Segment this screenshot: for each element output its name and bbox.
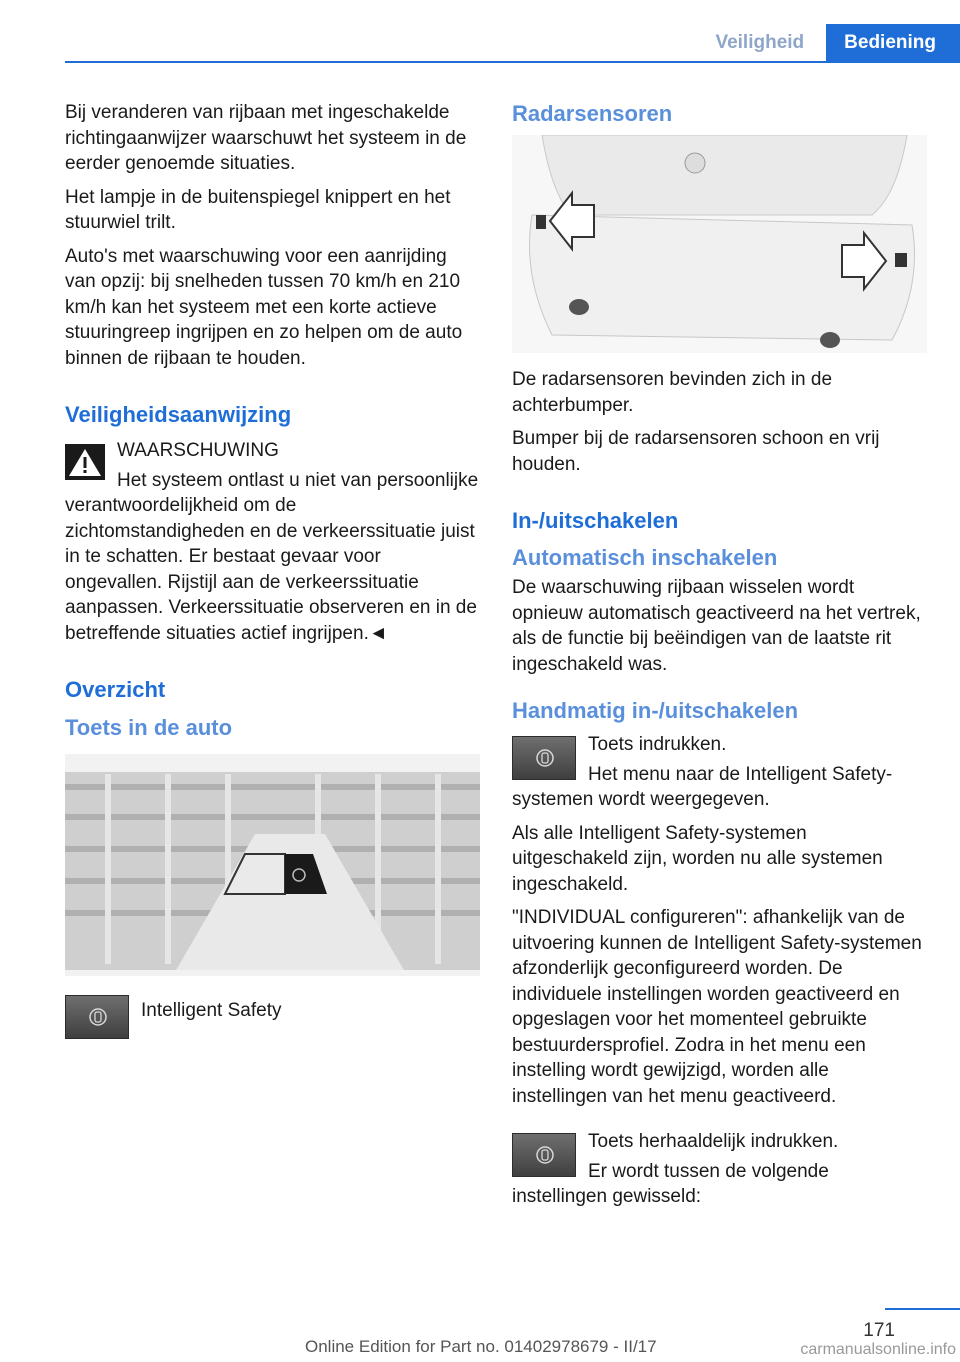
rear-bumper-figure [512,135,927,353]
header-rule [65,61,960,63]
onoff-heading: In-/uitschakelen [512,508,679,533]
safety-symbol-icon [88,1007,108,1027]
radar-heading: Radarsensoren [512,101,673,126]
paragraph-side-collision: Auto's met waarschuwing voor een aanrijding van opzij: bij snelheden tussen 70 km/h en 210 km/h kan het systeem met een korte actieve stuuringreep ingrijpen en zo helpen om de auto binnen de rijbaan te houden. [65,245,463,369]
overview-heading: Overzicht [65,677,166,702]
intelligent-safety-button-icon-3[interactable] [512,1133,576,1177]
dashboard-button-figure [65,754,480,976]
intelligent-safety-button-icon[interactable] [65,995,129,1039]
intelligent-safety-label: Intelligent Safety [141,1000,282,1021]
safety-heading: Veiligheidsaanwijzing [65,402,292,427]
watermark: carmanualsonline.info [800,1341,956,1358]
auto-text: De waarschuwing rijbaan wisselen wordt opnieuw automatisch geactiveerd na het vertrek, als de functie bij beëindigen van de laatste rit ingeschakeld was. [512,577,921,675]
warning-label: WAARSCHUWING [117,440,279,461]
press-repeat-text: Toets herhaaldelijk indrukken. [588,1131,839,1152]
repeat-press-row [512,1129,927,1210]
right-column [512,100,927,1218]
header-tabs [693,24,960,62]
warning-text: Het systeem ontlast u niet van persoonlijke verantwoordelijkheid om de zichtomstandigheden en de verkeerssituatie juist in te schatten. Er bestaat gevaar voor ongevallen. Rijstijl aan de verkeerssituatie aanpassen. Verkeerssituatie observeren en in de betreffende situaties actief ingrijpen.◄ [65,469,479,644]
tab-bediening[interactable]: Bediening [826,24,960,62]
tab-veiligheid[interactable]: Veiligheid [715,32,805,53]
left-column [65,100,480,1052]
manual-press-row [512,732,927,813]
intelligent-safety-button-icon-2[interactable] [512,736,576,780]
radar-location-text: De radarsensoren bevinden zich in de achterbumper. [512,369,833,416]
paragraph-mirror-light: Het lampje in de buitenspiegel knippert en het stuurwiel trilt. [65,186,451,233]
safety-symbol-icon [535,748,555,768]
radar-clean-text: Bumper bij de radarsensoren schoon en vrij houden. [512,428,880,475]
warning-triangle-icon [65,444,105,480]
warning-block [65,438,480,646]
switch-text: Er wordt tussen de volgende instellingen gewisseld: [512,1160,829,1207]
paragraph-lane-change: Bij veranderen van rijbaan met ingeschakelde richtingaanwijzer waarschuwt het systeem in de eerder genoemde situaties. [65,102,467,174]
all-off-text: Als alle Intelligent Safety-systemen uitgeschakeld zijn, worden nu alle systemen ingeschakeld. [512,822,883,895]
intelligent-safety-row [65,992,480,1044]
manual-heading: Handmatig in-/uitschakelen [512,698,799,723]
footer-edition: Online Edition for Part no. 01402978679 - II/17 [305,1337,657,1356]
menu-shown-text: Het menu naar de Intelligent Safety-systemen wordt weergegeven. [512,763,893,810]
press-button-text: Toets indrukken. [588,734,727,755]
auto-heading: Automatisch inschakelen [512,545,778,570]
button-heading: Toets in de auto [65,715,233,740]
footer-rule [885,1308,960,1310]
page-number: 171 [863,1320,895,1341]
individual-text: "INDIVIDUAL configureren": afhankelijk van de uitvoering kunnen de Intelligent Safety-systemen afzonderlijk geconfigureerd worden. De individuele instellingen worden geactiveerd en opgeslagen voor het momenteel gebruikte bestuurdersprofiel. Zodra in het menu een instelling wordt gewijzigd, worden alle instellingen van het menu geactiveerd. [512,907,922,1107]
safety-symbol-icon [535,1145,555,1165]
